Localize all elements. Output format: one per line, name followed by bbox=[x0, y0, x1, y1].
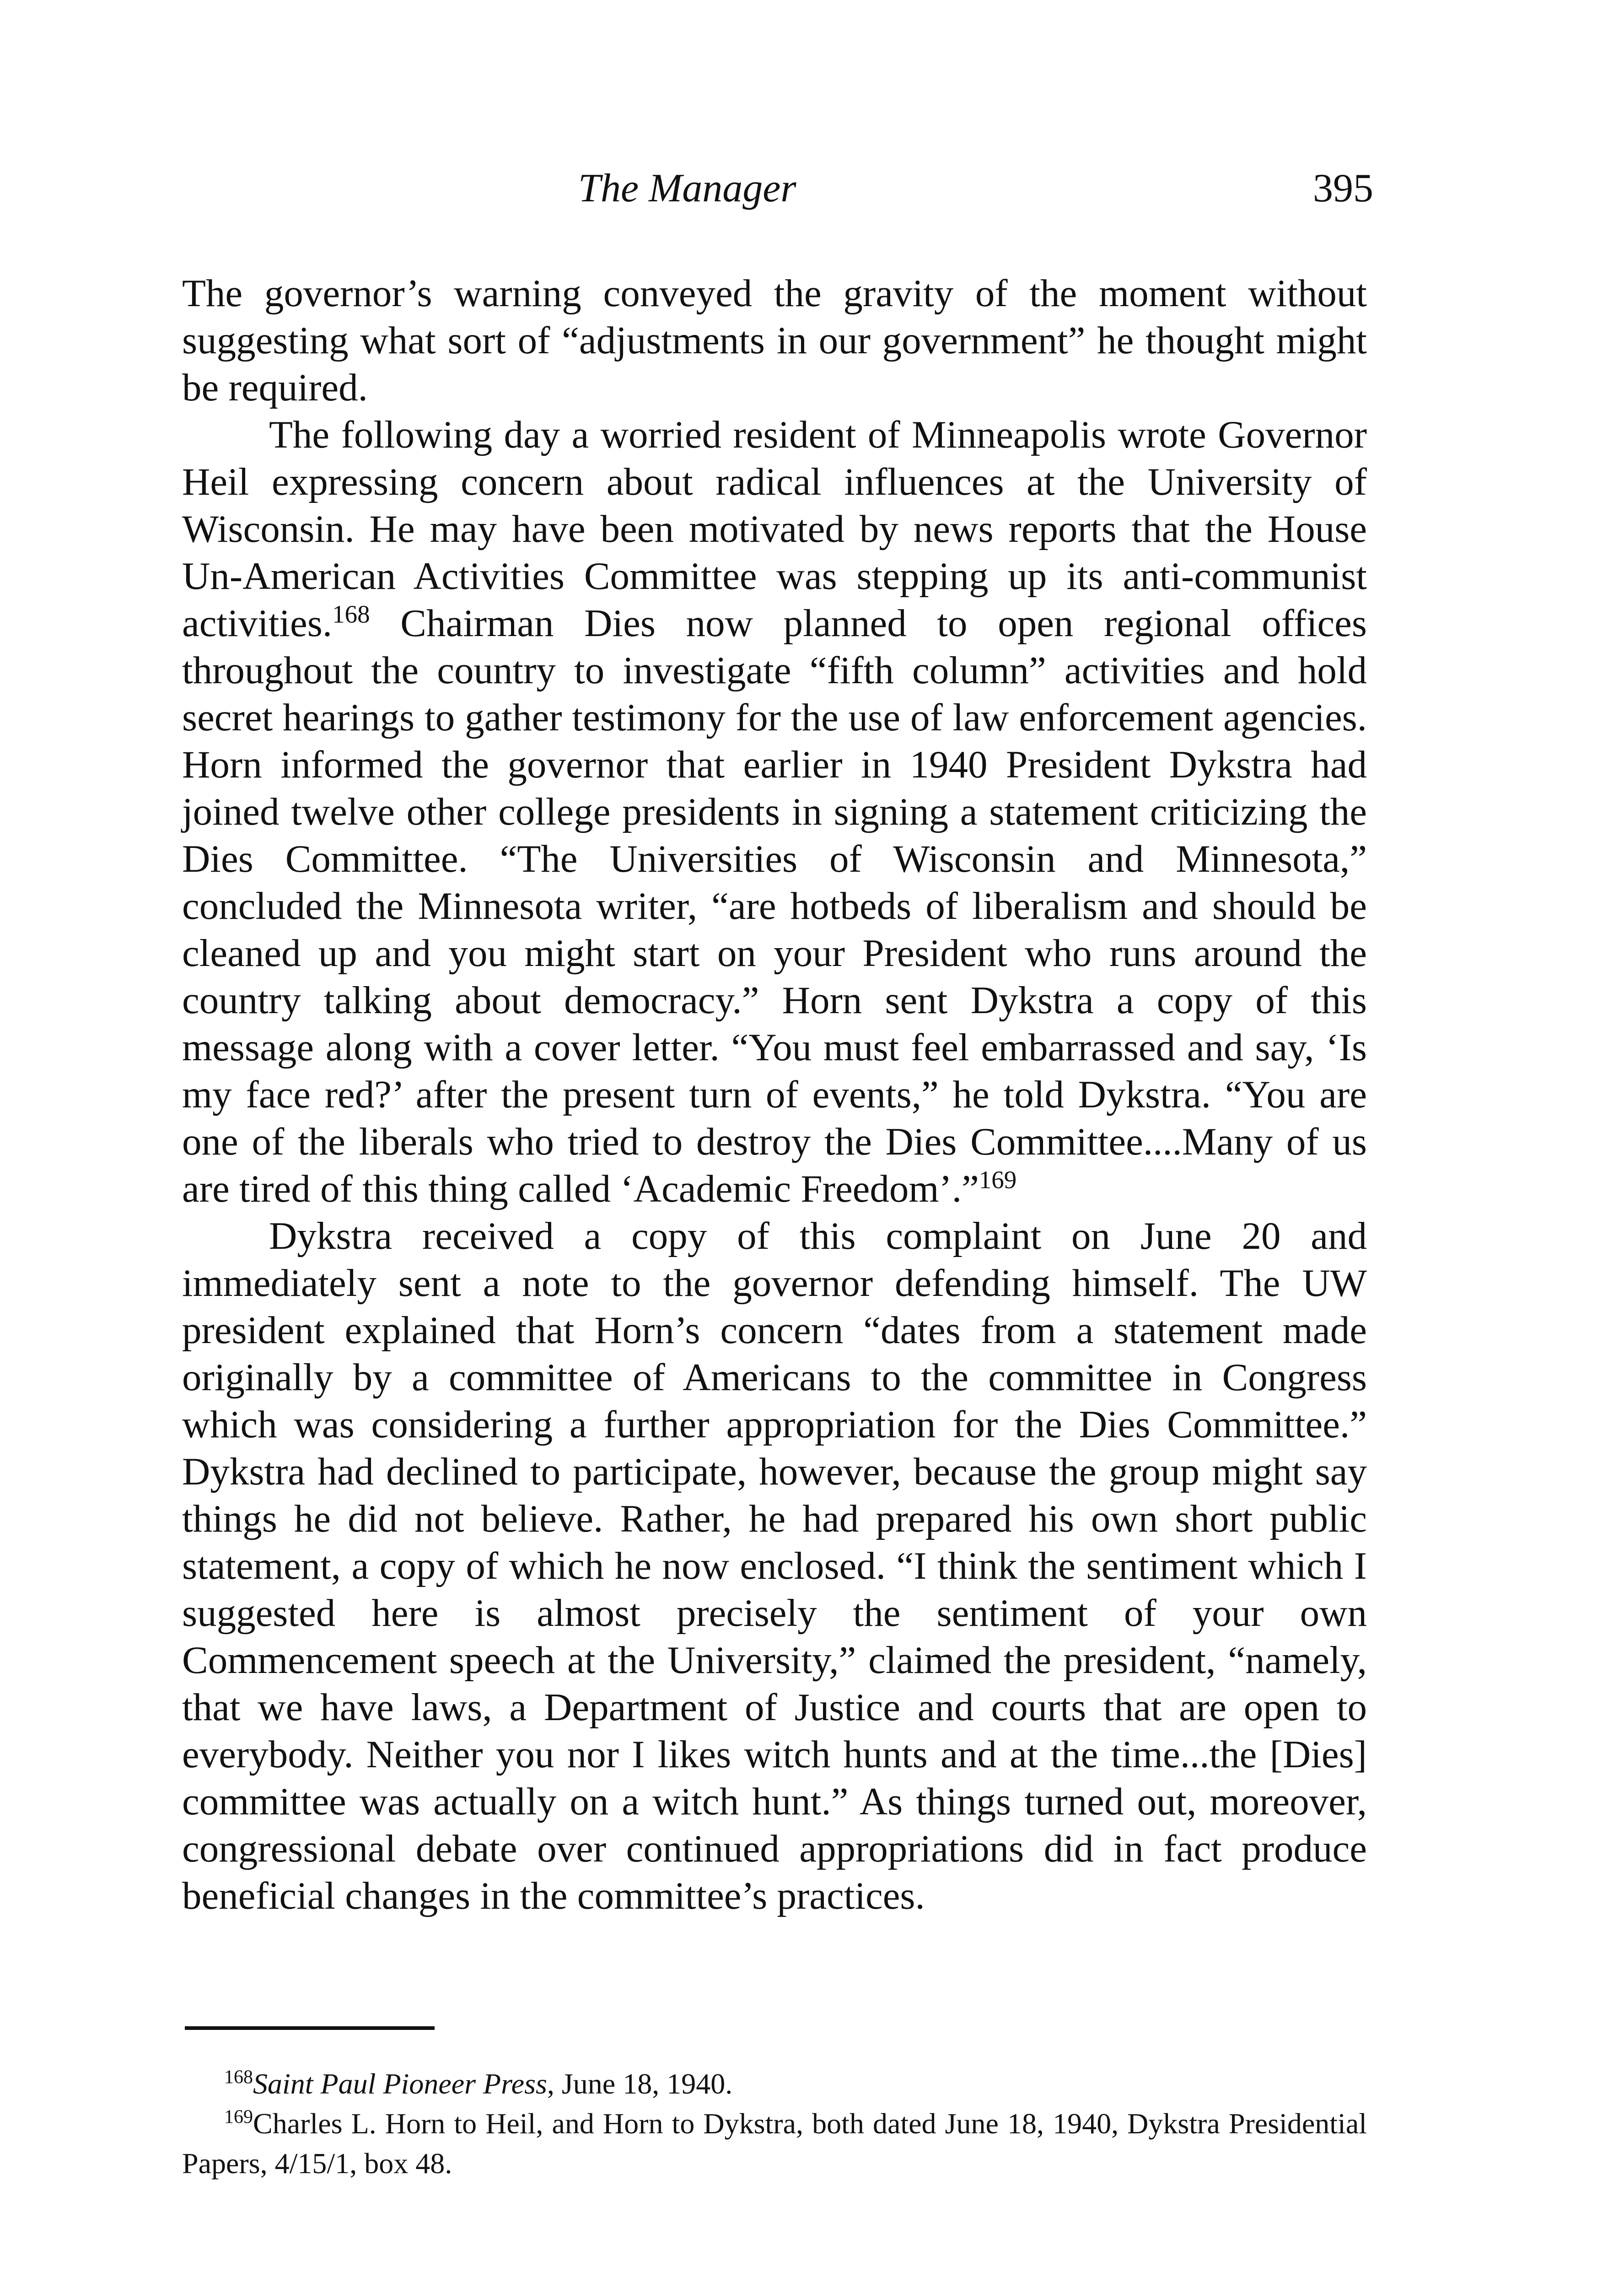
footnote-divider bbox=[185, 2026, 435, 2030]
paragraph-1: The governor’s warning conveyed the gravity of the moment without suggesting what sort of “adjustments in our government” he thought might be required. bbox=[182, 272, 1367, 409]
running-title: The Manager bbox=[578, 166, 796, 210]
footnote-ref-169: 169 bbox=[979, 1166, 1017, 1194]
footnotes bbox=[182, 2064, 1367, 2183]
paragraph-2 bbox=[182, 411, 1367, 1213]
footnote-ref-168: 168 bbox=[332, 600, 370, 628]
footnote-source-title: Saint Paul Pioneer Press bbox=[253, 2067, 547, 2100]
footnote-169 bbox=[182, 2104, 1367, 2183]
footnote-text: Charles L. Horn to Heil, and Horn to Dykstra, both dated June 18, 1940, Dykstra Presidential Papers, 4/15/1, box 48. bbox=[182, 2107, 1367, 2180]
paragraph-2-part-a: The following day a worried resident of Minneapolis wrote Governor Heil expressing concern about radical influences at the University of Wisconsin. He may have been motivated by news reports that the House Un-American Activities Committee was stepping up its anti-communist activities. bbox=[182, 413, 1367, 645]
body-text bbox=[182, 270, 1367, 1920]
footnote-168 bbox=[182, 2064, 1367, 2104]
footnote-text: , June 18, 1940. bbox=[547, 2067, 733, 2100]
footnote-number: 168 bbox=[224, 2067, 253, 2088]
paragraph-3: Dykstra received a copy of this complaint on June 20 and immediately sent a note to the governor defending himself. The UW president explained that Horn’s concern “dates from a statement made originally by a committee of Americans to the committee in Congress which was considering a further appropriation for the Dies Committee.” Dykstra had declined to participate, however, because the group might say things he did not believe. Rather, he had prepared his own short public statement, a copy of which he now enclosed. “I think the sentiment which I suggested here is almost precisely the sentiment of your own Commencement speech at the University,” claimed the president, “namely, that we have laws, a Department of Justice and courts that are open to everybody. Neither you nor I likes witch hunts and at the time...the [Dies] committee was actually on a witch hunt.” As things turned out, moreover, congressional debate over continued appropriations did in fact produce beneficial changes in the committee’s practices. bbox=[182, 1214, 1367, 1917]
paragraph-2-part-b: Chairman Dies now planned to open regional offices throughout the country to investigate “fifth column” activities and hold secret hearings to gather testimony for the use of law enforcement agencies. Horn informed the governor that earlier in 1940 President Dykstra had joined twelve other college presidents in signing a statement criticizing the Dies Committee. “The Universities of Wisconsin and Minnesota,” concluded the Minnesota writer, “are hotbeds of liberalism and should be cleaned up and you might start on your President who runs around the country talking about democracy.” Horn sent Dykstra a copy of this message along with a cover letter. “You must feel embarrassed and say, ‘Is my face red?’ after the present turn of events,” he told Dykstra. “You are one of the liberals who tried to destroy the Dies Committee....Many of us are tired of this thing called ‘Academic Freedom’.” bbox=[182, 602, 1367, 1210]
footnote-number: 169 bbox=[224, 2106, 253, 2128]
page-number: 395 bbox=[1313, 166, 1373, 210]
